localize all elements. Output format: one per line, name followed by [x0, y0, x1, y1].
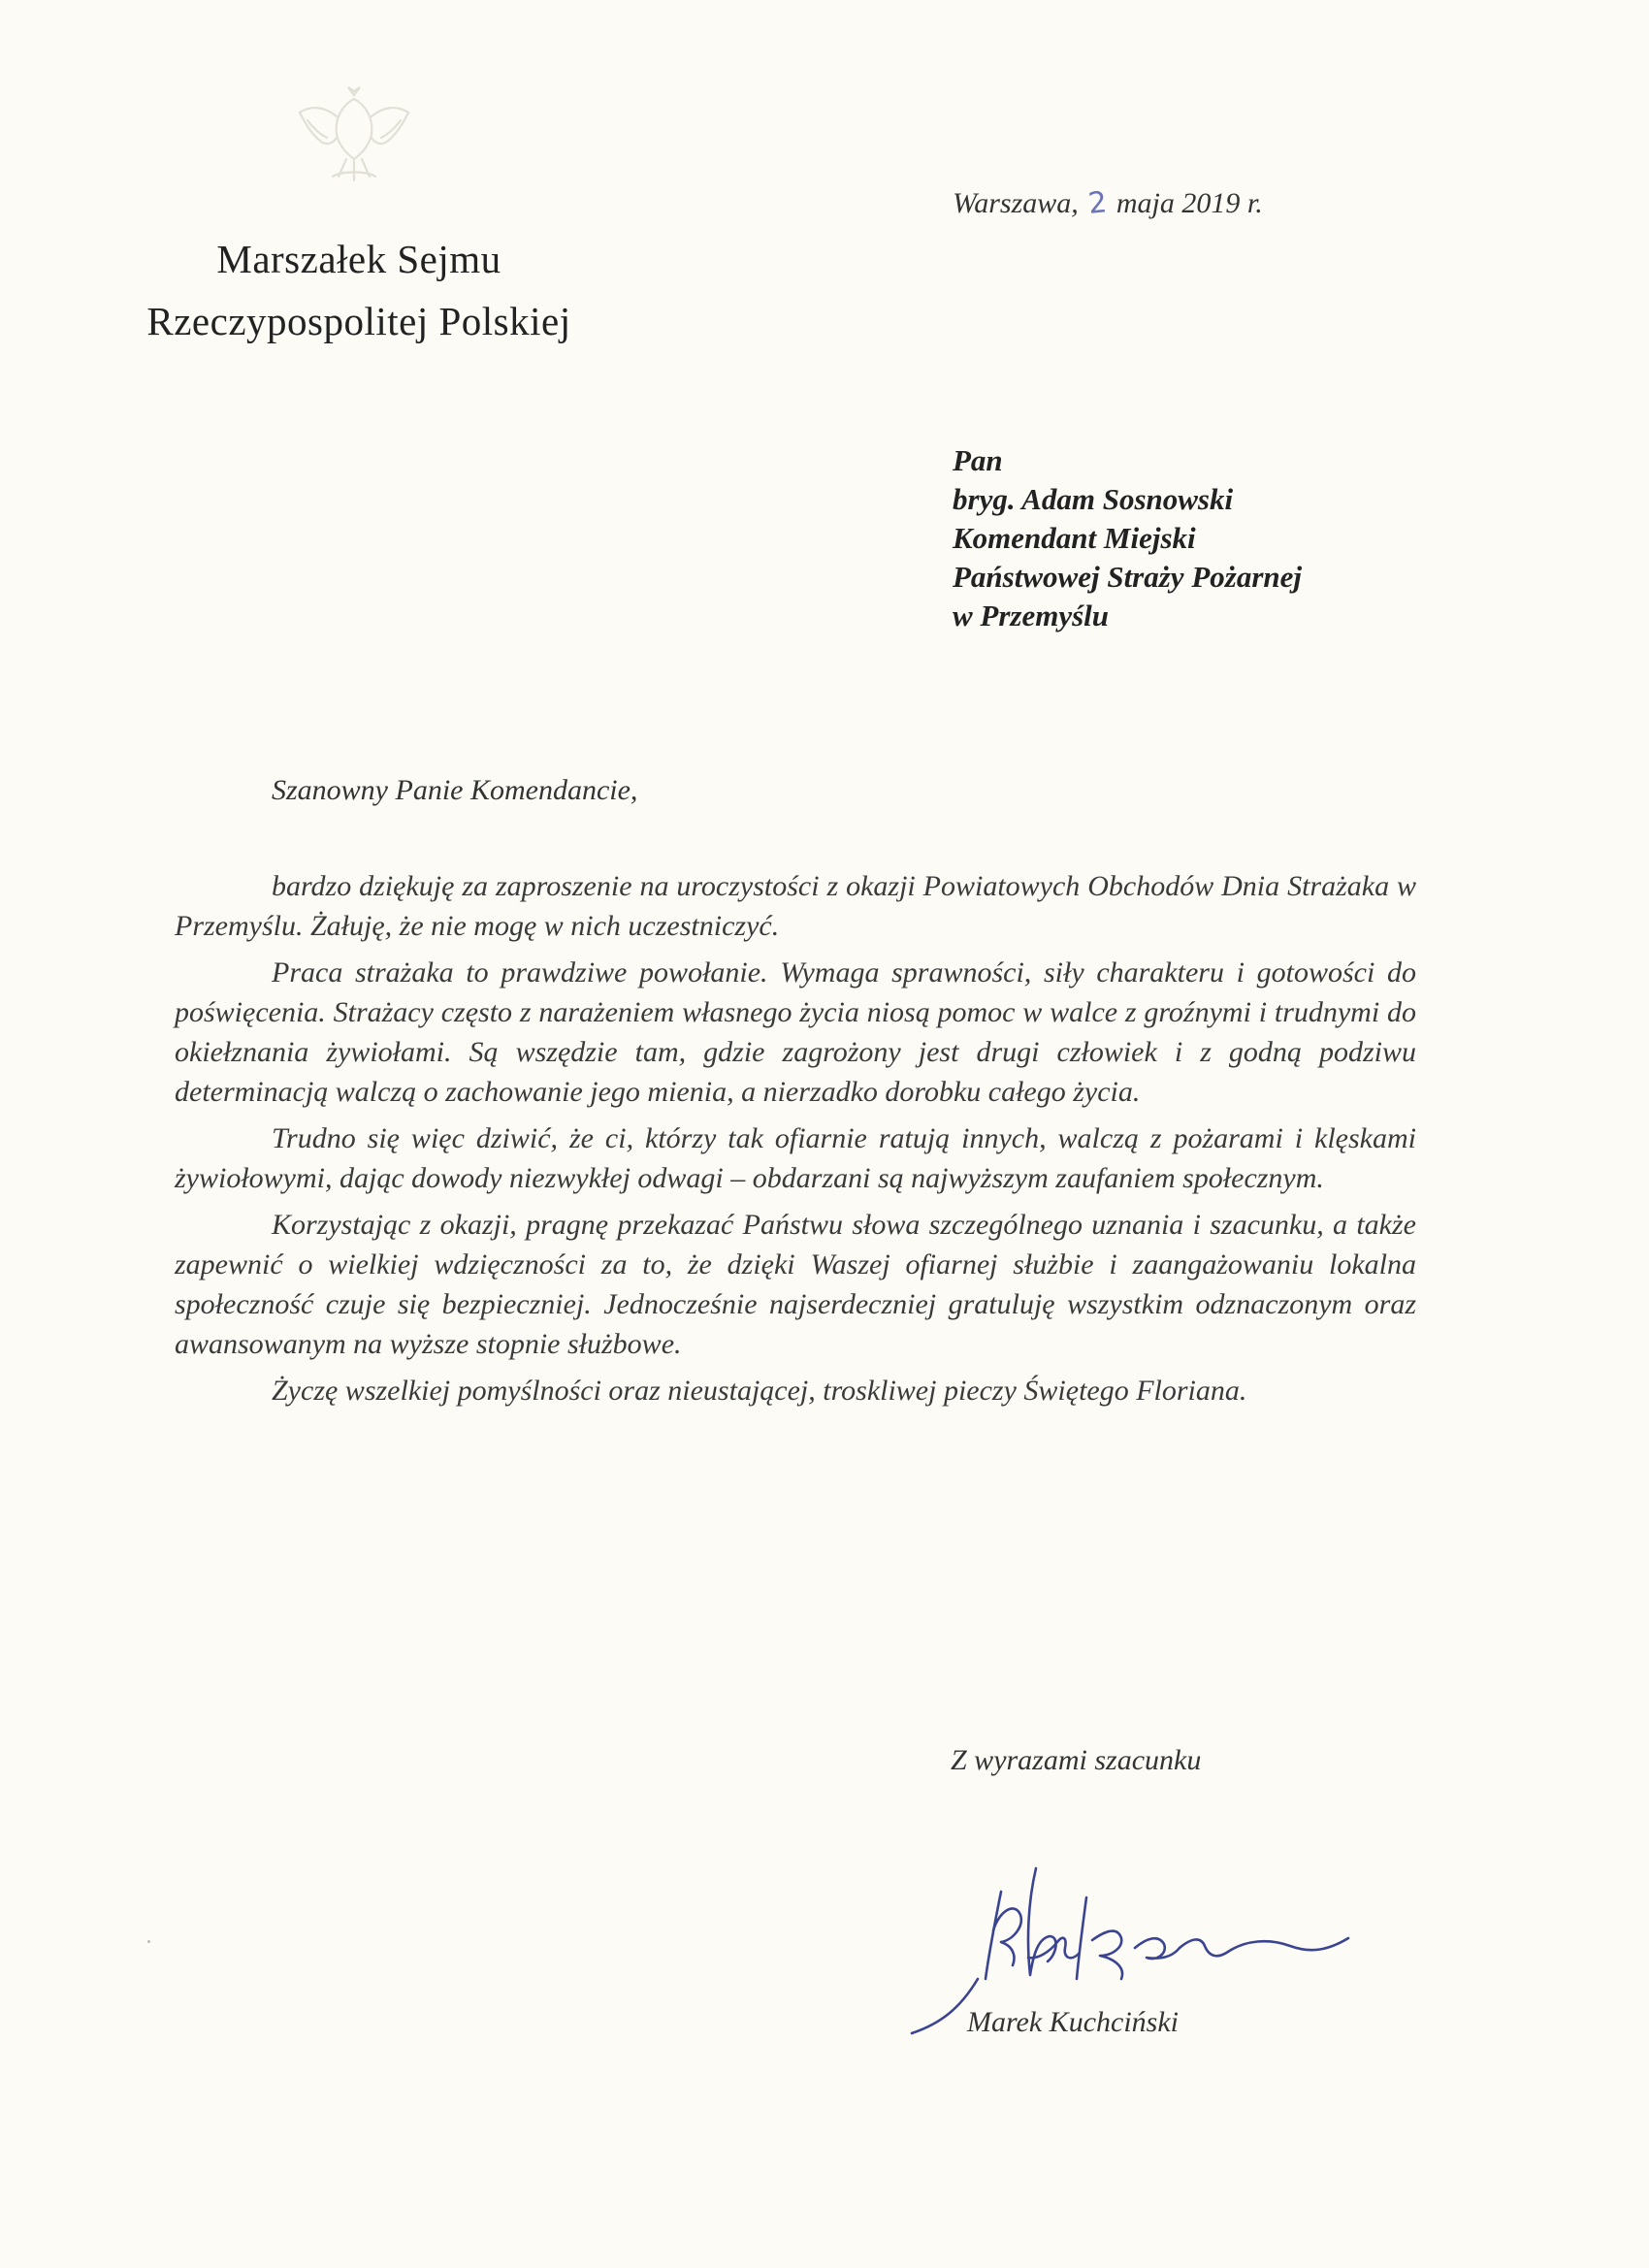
body-paragraph: Korzystając z okazji, pragnę przekazać Państwu słowa szczególnego uznania i szacunku, a także zapewnić o wielkiej wdzięczności za to, że dzięki Waszej ofiarnej służbie i zaangażowaniu lokalna społeczność czuje się bezpieczniej. Jednocześnie najserdeczniej gratuluję wszystkim odznaczonym oraz awansowanym na wyższe stopnie służbowe.	[175, 1209, 1416, 1360]
salutation: Szanowny Panie Komendancie,	[272, 774, 638, 806]
date-month-year: maja 2019 r.	[1116, 187, 1263, 219]
recipient-line: bryg. Adam Sosnowski	[953, 482, 1234, 516]
letterhead-title: Marszałek Sejmu	[216, 237, 501, 281]
recipient-address	[953, 441, 1302, 635]
recipient-line: Pan	[953, 443, 1003, 477]
recipient-line: Komendant Miejski	[953, 521, 1196, 555]
date-day-handwritten: 2	[1086, 185, 1109, 221]
eagle-emblem-icon	[286, 78, 422, 194]
body-paragraph: bardzo dziękuję za zaproszenie na uroczystości z okazji Powiatowych Obchodów Dnia Strażaka w Przemyślu. Żałuję, że nie mogę w nich uczestniczyć.	[175, 870, 1416, 942]
date-place: Warszawa,	[953, 187, 1079, 219]
letterhead-subtitle: Rzeczypospolitej Polskiej	[146, 299, 571, 343]
paper-speck	[147, 1940, 150, 1943]
recipient-line: w Przemyślu	[953, 599, 1110, 632]
body-paragraph: Życzę wszelkiej pomyślności oraz nieustającej, troskliwej pieczy Świętego Floriana.	[272, 1375, 1247, 1407]
letter-body	[175, 866, 1416, 1417]
body-paragraph: Trudno się więc dziwić, że ci, którzy tak ofiarnie ratują innych, walczą z pożarami i klęskami żywiołowymi, dając dowody niezwykłej odwagi – obdarzani są najwyższym zaufaniem społecznym.	[175, 1122, 1416, 1194]
recipient-line: Państwowej Straży Pożarnej	[953, 560, 1302, 594]
letter-date	[953, 186, 1263, 220]
letterhead	[136, 228, 582, 352]
closing-phrase: Z wyrazami szacunku	[951, 1744, 1202, 1776]
body-paragraph: Praca strażaka to prawdziwe powołanie. Wymaga sprawności, siły charakteru i gotowości do poświęcenia. Strażacy często z narażeniem własnego życia niosą pomoc w walce z groźnymi i trudnymi do okiełznania żywiołami. Są wszędzie tam, gdzie zagrożony jest drugi człowiek i z godną podziwu determinacją walczą o zachowanie jego mienia, a nierzadko dorobku całego życia.	[175, 956, 1416, 1108]
signer-name: Marek Kuchciński	[967, 2006, 1179, 2038]
